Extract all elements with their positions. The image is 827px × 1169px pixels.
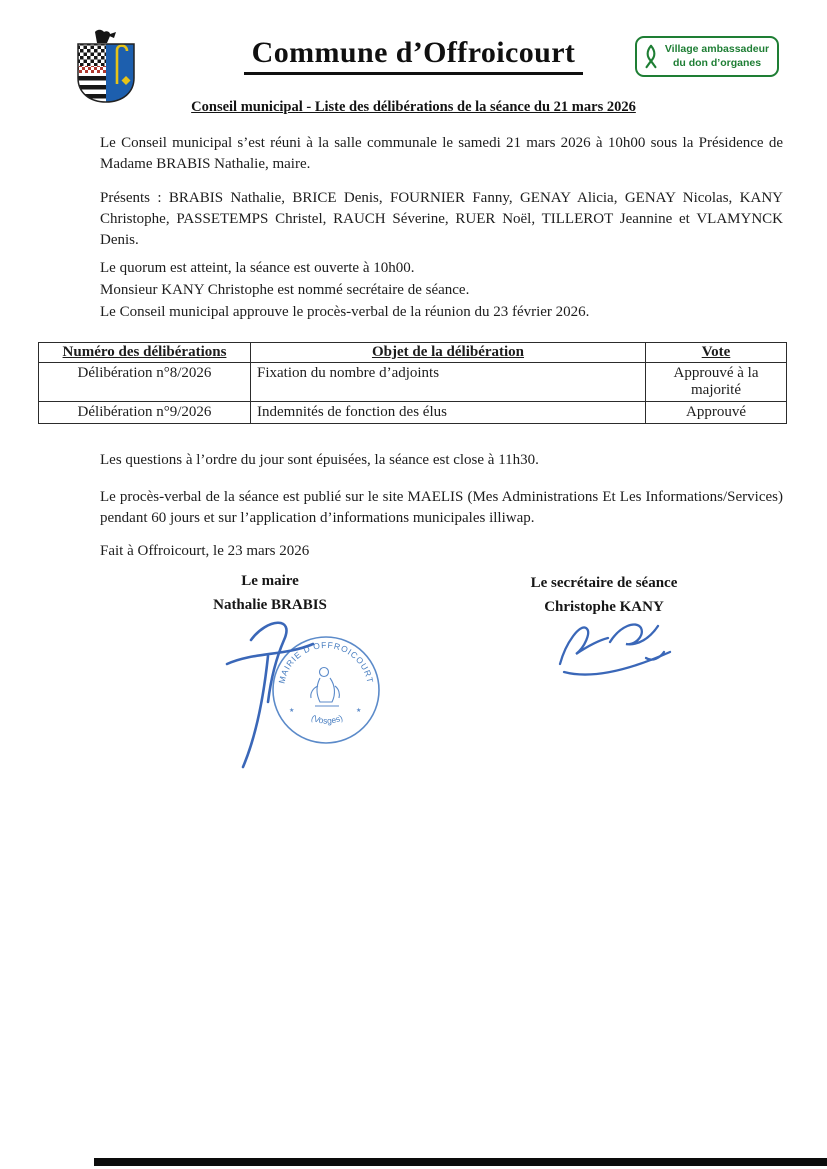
scan-edge-artifact bbox=[94, 1158, 827, 1166]
organ-donor-badge bbox=[635, 36, 779, 77]
document-subtitle: Conseil municipal - Liste des délibérations de la séance du 21 mars 2026 bbox=[191, 99, 636, 115]
cell-objet: Indemnités de fonction des élus bbox=[251, 402, 646, 424]
stamp-stars bbox=[289, 707, 361, 714]
cell-numero: Délibération n°8/2026 bbox=[39, 363, 251, 402]
paragraph-fait: Fait à Offroicourt, le 23 mars 2026 bbox=[100, 543, 310, 559]
column-header-objet-label: Objet de la délibération bbox=[371, 344, 525, 360]
badge-line1: Village ambassadeur bbox=[664, 43, 770, 55]
signature-role-secretaire: Le secrétaire de séance bbox=[530, 575, 678, 591]
table-row bbox=[39, 402, 787, 424]
column-header-numero-label: Numéro des délibérations bbox=[62, 344, 227, 360]
table-row bbox=[39, 363, 787, 402]
column-header-vote-label: Vote bbox=[701, 344, 731, 360]
green-ribbon-icon bbox=[643, 43, 659, 70]
stamp-text-top: MAIRIE D'OFFROICOURT bbox=[276, 639, 376, 685]
cell-numero: Délibération n°9/2026 bbox=[39, 402, 251, 424]
secretary-signature bbox=[546, 612, 684, 694]
signature-name-secretaire: Christophe KANY bbox=[544, 599, 664, 615]
column-header-vote bbox=[646, 343, 787, 363]
badge-text bbox=[663, 43, 771, 70]
signature-block-secretaire bbox=[497, 575, 711, 616]
page-title: Commune d’Offroicourt bbox=[244, 36, 584, 75]
paragraph-quorum: Le quorum est atteint, la séance est ouverte à 10h00. bbox=[100, 260, 415, 276]
deliberations-table bbox=[38, 342, 787, 424]
signature-role-maire: Le maire bbox=[241, 573, 299, 589]
paragraph-intro: Le Conseil municipal s’est réuni à la salle communale le samedi 21 mars 2026 à 10h00 sous la Présidence de Madame BRABIS Nathalie, maire. bbox=[100, 135, 783, 172]
column-header-objet bbox=[251, 343, 646, 363]
signature-name-maire: Nathalie BRABIS bbox=[213, 597, 327, 613]
svg-text:MAIRIE D'OFFROICOURT bbox=[276, 640, 375, 685]
svg-text:(Vosges) bbox=[310, 712, 344, 725]
svg-text:★: ★ bbox=[356, 707, 362, 714]
signature-block-maire bbox=[165, 573, 375, 614]
mayor-stamp-and-signature bbox=[223, 610, 401, 778]
paragraph-secretaire: Monsieur KANY Christophe est nommé secrétaire de séance. bbox=[100, 282, 470, 298]
stamp-emblem bbox=[311, 668, 340, 707]
round-stamp bbox=[273, 637, 379, 743]
paragraph-publication: Le procès-verbal de la séance est publié sur le site MAELIS (Mes Administrations Et Les Informations/Services) pendant 60 jours et sur l’application d’informations municipales illiwap. bbox=[100, 489, 783, 526]
paragraph-questions: Les questions à l’ordre du jour sont épuisées, la séance est close à 11h30. bbox=[100, 452, 539, 468]
cell-objet: Fixation du nombre d’adjoints bbox=[251, 363, 646, 402]
svg-text:★: ★ bbox=[289, 707, 295, 714]
cell-vote: Approuvé bbox=[646, 402, 787, 424]
paragraph-presents: Présents : BRABIS Nathalie, BRICE Denis, FOURNIER Fanny, GENAY Alicia, GENAY Nicolas, KANY Christophe, PASSETEMPS Christel, RAUCH Séverine, RUER Noël, TILLEROT Jeannine et VLAMYNCK Denis. bbox=[100, 190, 783, 248]
table-header-row bbox=[39, 343, 787, 363]
stamp-text-bottom: (Vosges) bbox=[309, 712, 345, 726]
column-header-numero bbox=[39, 343, 251, 363]
paragraph-approbation: Le Conseil municipal approuve le procès-verbal de la réunion du 23 février 2026. bbox=[100, 304, 590, 320]
cell-vote: Approuvé à la majorité bbox=[646, 363, 787, 402]
badge-line2: du don d’organes bbox=[672, 56, 762, 69]
